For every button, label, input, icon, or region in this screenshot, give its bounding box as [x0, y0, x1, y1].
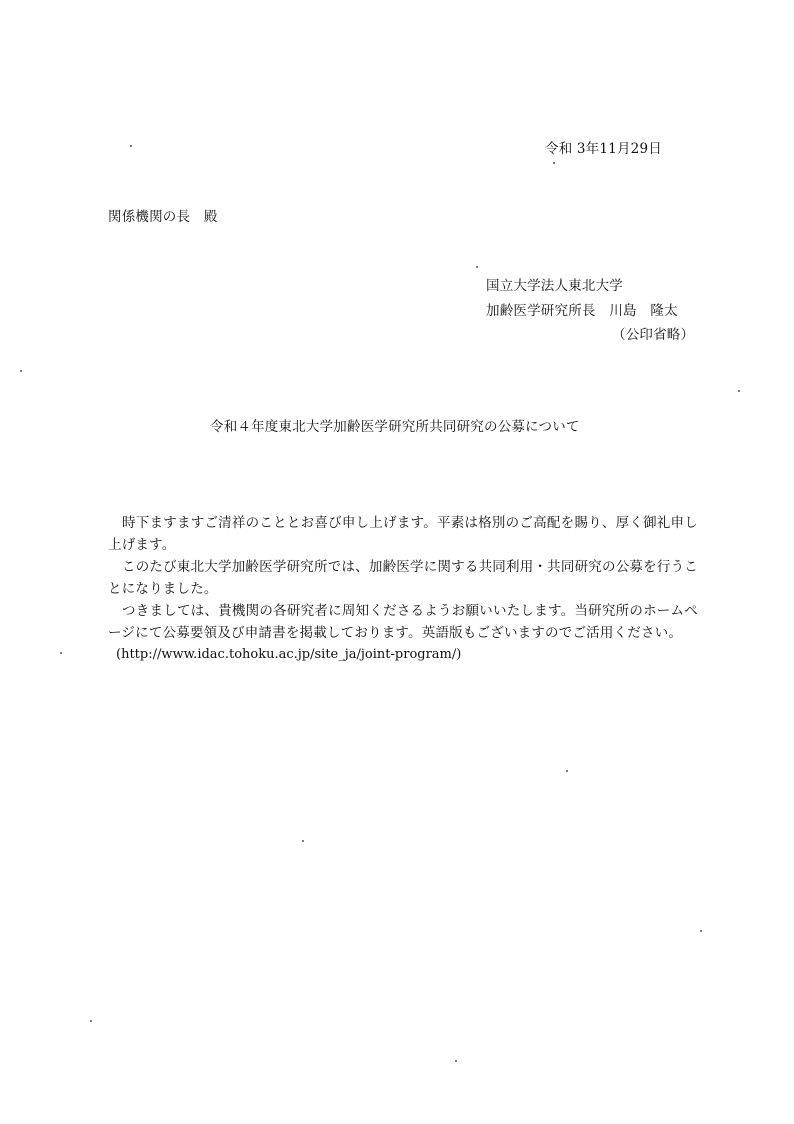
scan-speck: [700, 930, 702, 932]
letter-date: 令和 3年11月29日: [545, 141, 662, 157]
addressee: 関係機関の長 殿: [108, 209, 218, 225]
sender-name: 加齢医学研究所長 川島 隆太: [486, 303, 678, 319]
scan-speck: [476, 266, 478, 268]
body-paragraph-announcement: このたび東北大学加齢医学研究所では、加齢医学に関する共同利用・共同研究の公募を行うことになりました。: [108, 559, 698, 597]
scan-speck: [130, 145, 132, 147]
scan-speck: [553, 162, 555, 164]
letter-body: [108, 512, 698, 666]
body-paragraph-greeting: 時下ますますご清祥のこととお喜び申し上げます。平素は格別のご高配を賜り、厚く御礼申し上げます。: [108, 515, 698, 553]
sender-organization: 国立大学法人東北大学: [486, 278, 623, 294]
scan-speck: [738, 390, 740, 392]
seal-omitted-note: （公印省略）: [612, 327, 695, 343]
scan-speck: [20, 370, 22, 372]
scan-speck: [90, 1020, 92, 1022]
scan-speck: [60, 652, 62, 654]
scan-speck: [455, 1060, 457, 1062]
scan-speck: [302, 840, 304, 842]
body-paragraph-request: つきましては、貴機関の各研究者に周知くださるようお願いいたします。当研究所のホームページにて公募要領及び申請書を掲載しております。英語版もございますのでご活用ください。: [108, 603, 698, 641]
program-url[interactable]: (http://www.idac.tohoku.ac.jp/site_ja/joint-program/): [116, 647, 462, 662]
letter-subject: 令和４年度東北大学加齢医学研究所共同研究の公募について: [210, 419, 580, 435]
scan-speck: [566, 770, 568, 772]
